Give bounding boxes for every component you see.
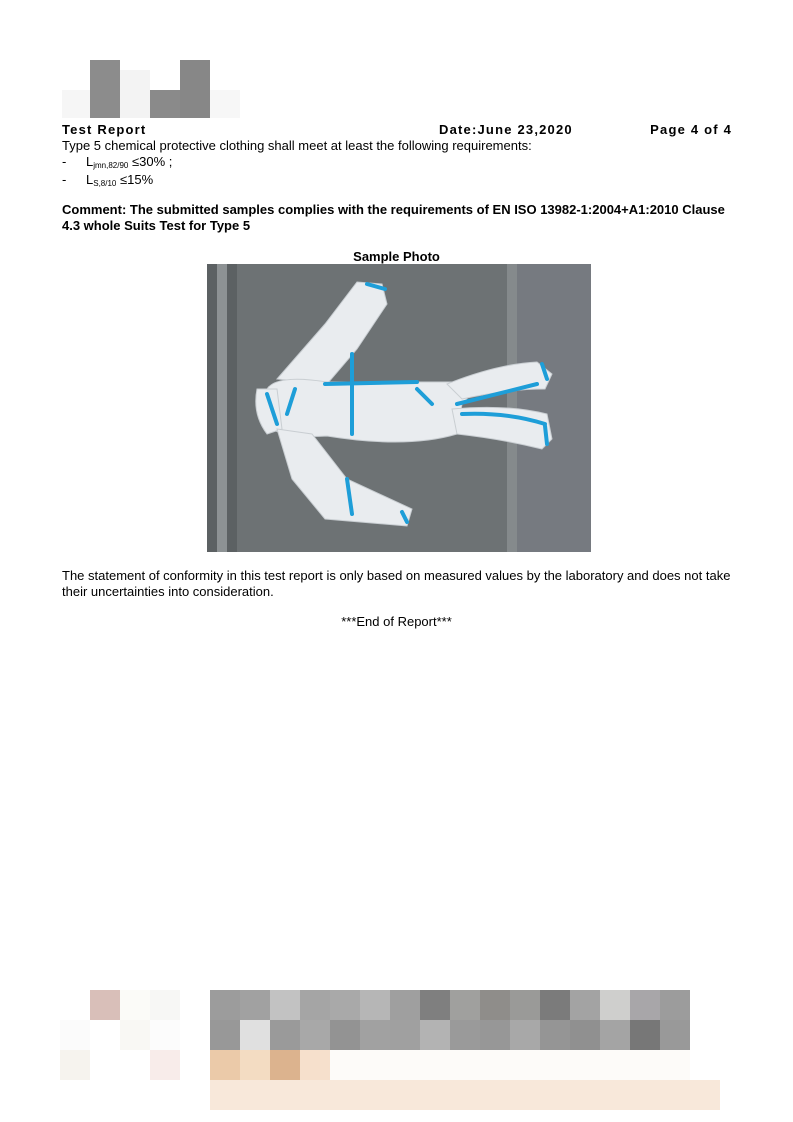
requirement-symbol: L: [86, 172, 94, 187]
redacted-logo: [62, 40, 242, 120]
photo-title: Sample Photo: [353, 249, 440, 264]
coverall-illustration: [207, 264, 591, 552]
sample-photo: [207, 264, 591, 552]
end-of-report: ***End of Report***: [341, 614, 452, 629]
requirements-intro: Type 5 chemical protective clothing shall meet at least the following requirements:: [62, 138, 532, 153]
requirement-subscript: S,8/10: [93, 179, 117, 188]
requirement-symbol: L: [86, 154, 94, 169]
report-title: Test Report: [62, 122, 147, 137]
requirement-condition: ≤30% ;: [132, 154, 173, 169]
page-number: Page 4 of 4: [650, 122, 732, 137]
requirement-subscript: jmn,82/90: [93, 161, 129, 170]
comment: Comment: The submitted samples complies with the requirements of EN ISO 13982-1:2004+A1:2010 Clause 4.3 whole Suits Test for Type 5: [62, 202, 725, 233]
requirement-condition: ≤15%: [120, 172, 154, 187]
report-header: [62, 122, 734, 138]
conformity-statement: The statement of conformity in this test report is only based on measured values by the laboratory and does not take their uncertainties into consideration.: [62, 568, 731, 599]
report-date: Date:June 23,2020: [439, 122, 573, 137]
